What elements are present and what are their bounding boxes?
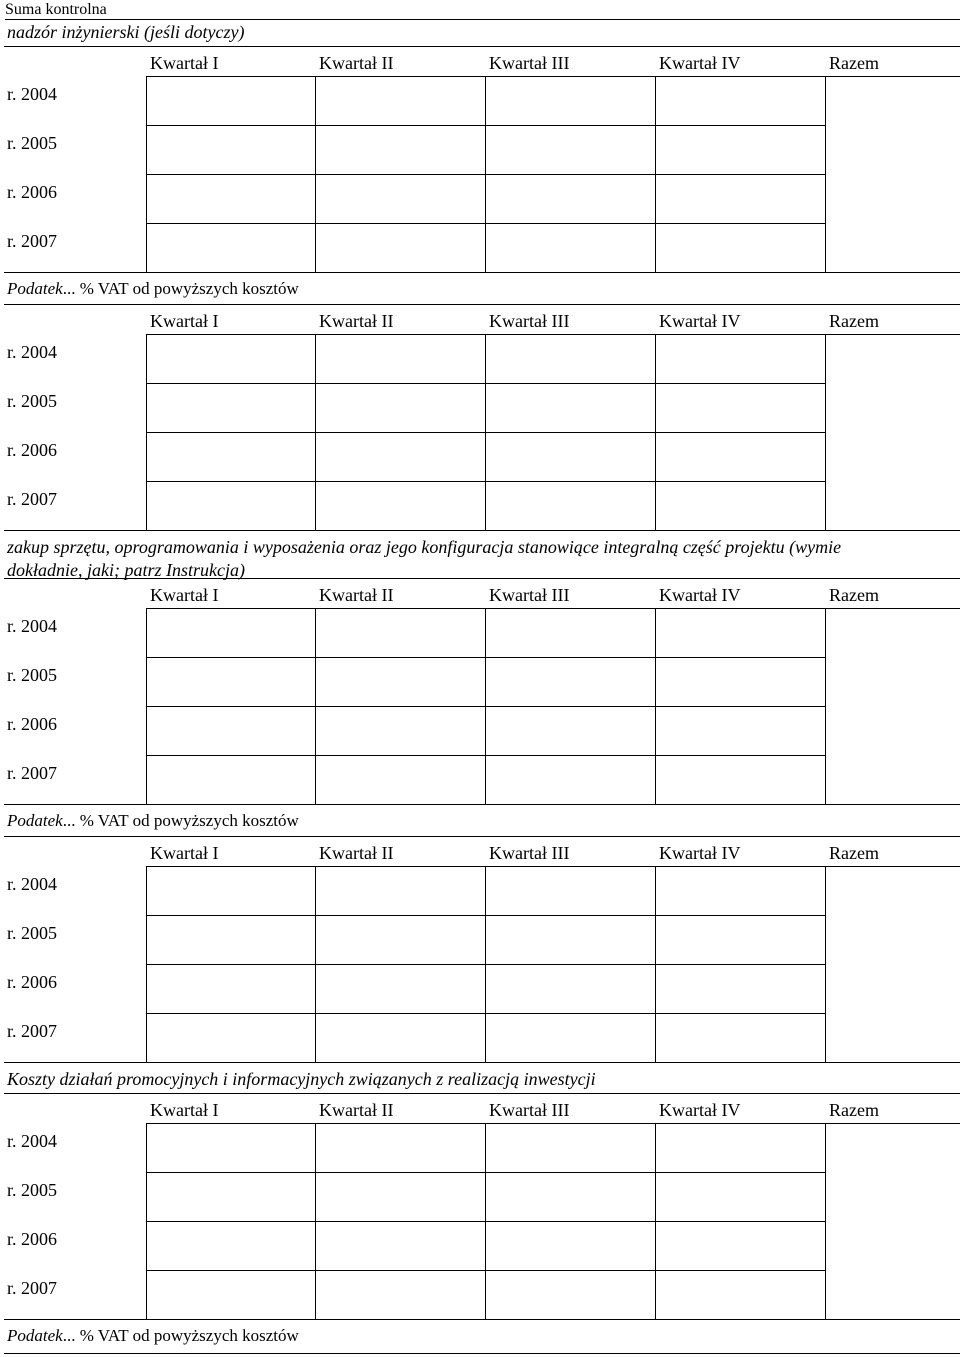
column-header: Kwartał III [489,53,570,73]
year-label: r. 2004 [7,616,58,636]
row-rule [146,1013,825,1014]
row-rule [146,706,825,707]
column-rule [825,608,826,804]
column-header: Kwartał I [150,311,219,331]
column-header: Kwartał II [319,585,394,605]
section-3-vat-label [7,1326,299,1346]
year-label: r. 2004 [7,1131,58,1151]
vat-rest: ... % VAT od powyższych kosztów [62,1326,299,1345]
row-rule [146,915,825,916]
column-header: Kwartał I [150,53,219,73]
section-1-vat-label [7,279,299,299]
column-header: Kwartał II [319,843,394,863]
column-header: Razem [829,585,879,605]
row-rule [146,174,825,175]
column-rule [825,334,826,530]
section-2-vat-label [7,811,299,831]
row-rule [146,1270,825,1271]
year-label: r. 2005 [7,391,58,411]
row-rule [146,1221,825,1222]
row-rule [146,657,825,658]
grid-top-rule [4,304,960,305]
year-label: r. 2005 [7,1180,58,1200]
column-header: Kwartał III [489,843,570,863]
grid-top-rule [4,836,960,837]
column-header: Kwartał III [489,585,570,605]
year-label: r. 2007 [7,1021,58,1041]
year-label: r. 2005 [7,133,58,153]
column-header: Kwartał II [319,311,394,331]
column-header: Kwartał IV [659,585,741,605]
year-label: r. 2007 [7,489,58,509]
year-label: r. 2004 [7,874,58,894]
column-header: Kwartał IV [659,1100,741,1120]
grid-top-rule [4,1093,960,1094]
column-header: Razem [829,1100,879,1120]
year-label: r. 2005 [7,665,58,685]
grid-bottom-rule [4,272,960,273]
column-header: Kwartał I [150,1100,219,1120]
year-label: r. 2006 [7,182,58,202]
vat-lead: Podatek [7,811,63,830]
year-label: r. 2005 [7,923,58,943]
row-rule [146,964,825,965]
checksum-label: Suma kontrolna [5,1,107,18]
year-label: r. 2006 [7,972,58,992]
column-header: Razem [829,311,879,331]
vat-rest: ... % VAT od powyższych kosztów [62,279,299,298]
column-header: Kwartał I [150,585,219,605]
header-rule [146,76,960,77]
grid-bottom-rule [4,1062,960,1063]
header-rule [146,1123,960,1124]
year-label: r. 2007 [7,763,58,783]
grid-bottom-rule [4,1319,960,1320]
column-header: Kwartał IV [659,311,741,331]
column-header: Razem [829,843,879,863]
row-rule [146,223,825,224]
vat-rest: ... % VAT od powyższych kosztów [62,811,299,830]
column-header: Kwartał III [489,311,570,331]
column-rule [825,76,826,272]
section-1-title: nadzór inżynierski (jeśli dotyczy) [7,22,245,42]
column-header: Kwartał II [319,53,394,73]
row-rule [146,383,825,384]
section-2-title-line1: zakup sprzętu, oprogramowania i wyposażenia oraz jego konfiguracja stanowiące integralną część projektu (wymie [7,537,842,557]
column-header: Kwartał I [150,843,219,863]
header-rule [146,334,960,335]
column-rule [825,1123,826,1319]
row-rule [146,755,825,756]
year-label: r. 2006 [7,440,58,460]
section-2-title-line2: dokładnie, jaki; patrz Instrukcja) [7,560,245,580]
year-label: r. 2007 [7,231,58,251]
grid-bottom-rule [4,530,960,531]
bottom-rule [4,1353,960,1354]
section-3-title: Koszty działań promocyjnych i informacyjnych związanych z realizacją inwestycji [7,1069,596,1089]
year-label: r. 2004 [7,84,58,104]
year-label: r. 2006 [7,1229,58,1249]
column-header: Razem [829,53,879,73]
row-rule [146,1172,825,1173]
header-rule [146,866,960,867]
vat-lead: Podatek [7,279,63,298]
column-header: Kwartał IV [659,53,741,73]
column-header: Kwartał III [489,1100,570,1120]
year-label: r. 2006 [7,714,58,734]
year-label: r. 2007 [7,1278,58,1298]
header-rule [146,608,960,609]
grid-bottom-rule [4,804,960,805]
column-header: Kwartał IV [659,843,741,863]
grid-top-rule [4,46,960,47]
row-rule [146,481,825,482]
grid-top-rule [4,578,960,579]
row-rule [146,432,825,433]
top-rule [5,19,960,20]
year-label: r. 2004 [7,342,58,362]
column-header: Kwartał II [319,1100,394,1120]
vat-lead: Podatek [7,1326,63,1345]
column-rule [825,866,826,1062]
row-rule [146,125,825,126]
